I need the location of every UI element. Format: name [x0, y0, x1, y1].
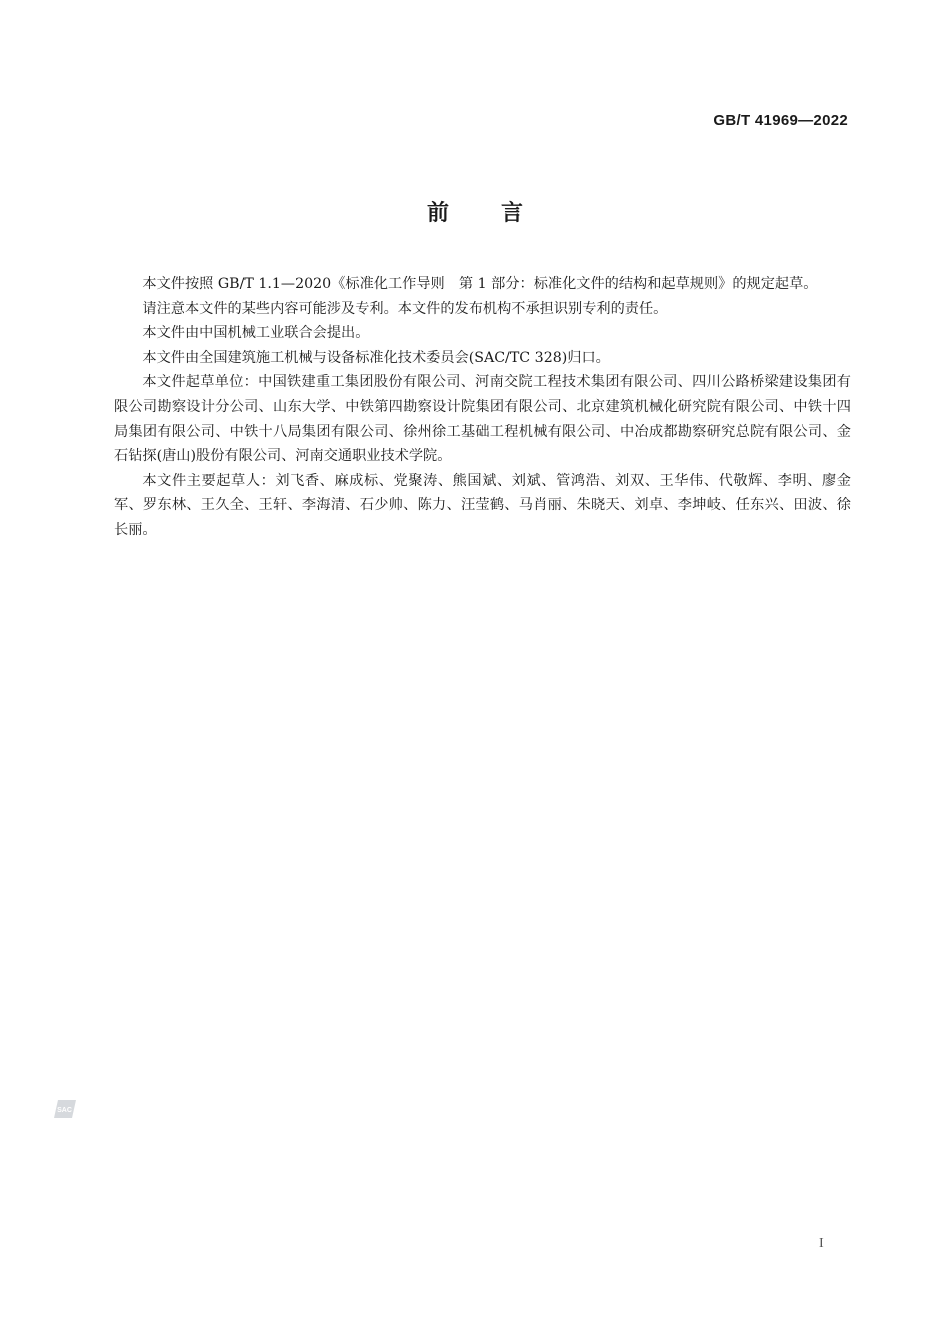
page-number: I — [819, 1236, 824, 1251]
foreword-body — [114, 272, 851, 543]
paragraph-drafting-units: 本文件起草单位：中国铁建重工集团股份有限公司、河南交院工程技术集团有限公司、四川公路桥梁建设集团有限公司勘察设计分公司、山东大学、中铁第四勘察设计院集团有限公司、北京建筑机械化研究院有限公司、中铁十四局集团有限公司、中铁十八局集团有限公司、徐州徐工基础工程机械有限公司、中冶成都勘察研究总院有限公司、金石钻探(唐山)股份有限公司、河南交通职业技术学院。 — [114, 374, 851, 465]
paragraph-drafters: 本文件主要起草人：刘飞香、麻成标、党聚涛、熊国斌、刘斌、管鸿浩、刘双、王华伟、代敬辉、李明、廖金军、罗东林、王久全、王轩、李海清、石少帅、陈力、汪莹鹤、马肖丽、朱晓天、刘卓、李坤岐、任东兴、田波、徐长丽。 — [114, 472, 851, 538]
page-title: 前言 — [426, 201, 575, 226]
standard-code: GB/T 41969—2022 — [713, 112, 848, 129]
watermark-text: SAC — [57, 1107, 72, 1114]
paragraph-committee: 本文件由全国建筑施工机械与设备标准化技术委员会(SAC/TC 328)归口。 — [142, 349, 610, 366]
paragraph-proposer: 本文件由中国机械工业联合会提出。 — [142, 325, 370, 342]
paragraph-drafting-rules: 本文件按照 GB/T 1.1—2020《标准化工作导则 第 1 部分：标准化文件的结构和起草规则》的规定起草。 — [142, 276, 818, 292]
paragraph-patent-notice: 请注意本文件的某些内容可能涉及专利。本文件的发布机构不承担识别专利的责任。 — [142, 300, 668, 317]
sac-logo-watermark — [52, 1098, 78, 1120]
